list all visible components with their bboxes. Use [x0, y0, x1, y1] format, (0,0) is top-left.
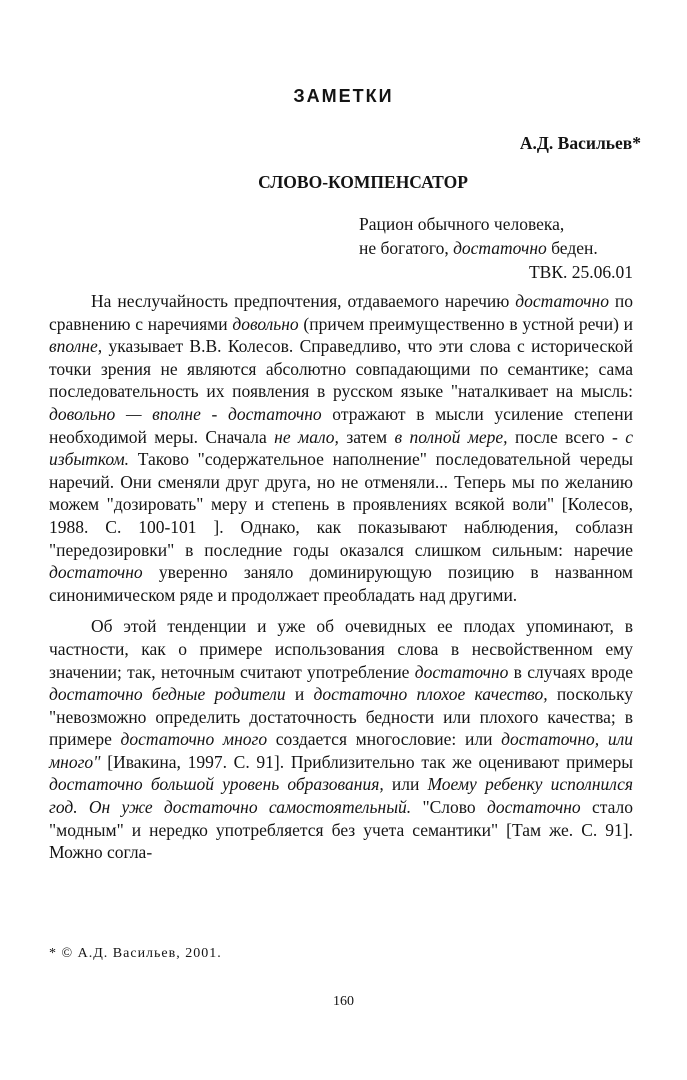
footnote: * © А.Д. Васильев, 2001. — [49, 946, 222, 961]
text-run: стало "модным" и нередко употребляется без учета семантики" [Там же. С. 91]. Можно согла- — [49, 797, 633, 863]
text-run: "Слово — [411, 797, 487, 818]
text-run: поскольку "невозможно определить достаточность бедности или плохого качества; в примере — [49, 684, 633, 750]
epigraph — [359, 212, 633, 284]
paragraph — [49, 615, 633, 864]
epigraph-emphasis: достаточно — [453, 238, 547, 258]
text-run: указывает В.В. Колесов. Справедливо, что эти слова с исторической точки зрения не являются абсолютно совпадающими по семантике; сама последовательность их появления в русском языке "наталкивает на мысль: — [49, 336, 633, 402]
italic-run: достаточно большой уровень образования, — [49, 774, 384, 795]
italic-run: достаточно плохое качество, — [313, 684, 548, 705]
italic-run: достаточно — [414, 661, 509, 682]
text-run: затем — [338, 426, 395, 447]
italic-run: достаточно — [49, 562, 143, 583]
italic-run: в полной мере, — [394, 426, 508, 447]
text-run: [Ивакина, 1997. С. 91]. Приблизительно так же оценивают примеры — [100, 751, 633, 772]
italic-run: достаточно — [515, 291, 609, 311]
italic-run: достаточно много — [120, 729, 268, 750]
italic-run: не мало, — [274, 426, 339, 447]
text-run: отражают в мысли усиление степени необходимой меры. Сначала — [49, 403, 633, 447]
italic-run: Моему ребенку исполнился год. Он уже достаточно самостоятельный. — [49, 774, 633, 818]
text-run: Об этой тенденции и уже об очевидных ее плодах упоминают, в частности, как о примере использования слова в несвойственном ему значении; так, неточным считают употребление — [49, 616, 633, 682]
article-title: СЛОВО-КОМПЕНСАТОР — [258, 172, 468, 192]
italic-run: достаточно, или много" — [49, 729, 633, 772]
section-heading: ЗАМЕТКИ — [293, 86, 394, 106]
text-run: или — [383, 774, 428, 795]
italic-run: с избытком. — [49, 426, 633, 470]
italic-run: довольно — [232, 313, 299, 334]
paragraph — [49, 290, 633, 606]
epigraph-line-2 — [359, 236, 633, 260]
text-run: после всего - — [507, 426, 626, 447]
text-run: по сравнению с наречиями — [49, 291, 633, 334]
author-name: А.Д. Васильев* — [519, 133, 641, 153]
text-run: в случаях вроде — [508, 661, 634, 682]
italic-run: довольно — вполне - достаточно — [49, 403, 322, 424]
text-run: Таково "содержательное наполнение" последовательной череды наречий. Они сменяли друг друга, но не отменяли... Теперь мы по желанию можем "дозировать" меру и степень в проявлениях всякой воли" [Колесов, 1988. С. 100-101 ]. Однако, как показывают наблюдения, соблазн "передозировки" в последние годы оказался слишком сильным: наречие — [49, 449, 633, 560]
article-body — [49, 290, 633, 873]
epigraph-line-1: Рацион обычного человека, — [359, 214, 565, 234]
italic-run: достаточно бедные родители — [49, 684, 286, 705]
text-run: (причем преимущественно в устной речи) и — [298, 313, 634, 334]
epigraph-text: беден. — [546, 238, 598, 258]
italic-run: вполне, — [49, 336, 103, 357]
epigraph-text: не богатого, — [359, 238, 454, 258]
text-run: уверенно заняло доминирующую позицию в названном синонимическом ряде и продолжает преобладать над другими. — [49, 562, 633, 605]
italic-run: достаточно — [486, 797, 581, 818]
text-run: На неслучайность предпочтения, отдаваемого наречию — [91, 291, 516, 311]
page-number: 160 — [333, 994, 354, 1009]
epigraph-source: ТВК. 25.06.01 — [528, 262, 633, 282]
text-run: и — [285, 684, 314, 705]
text-run: создается многословие: или — [267, 729, 502, 750]
